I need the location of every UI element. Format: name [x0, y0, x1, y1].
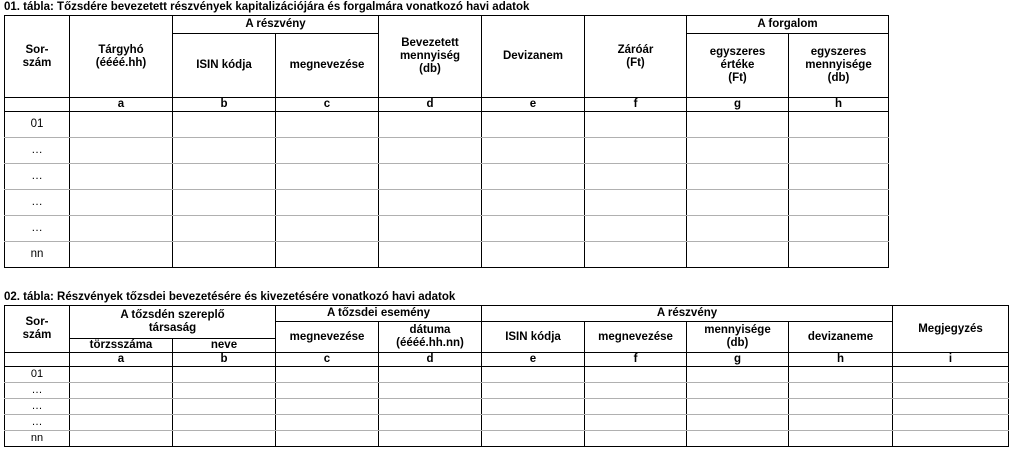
row-number: nn: [5, 431, 70, 447]
cell[interactable]: [585, 164, 687, 190]
header-reszveny-group: A részvény: [482, 306, 893, 322]
cell[interactable]: [687, 112, 789, 138]
table-row: [5, 190, 889, 216]
cell[interactable]: [70, 190, 173, 216]
table-row: [5, 112, 889, 138]
row-number: …: [5, 164, 70, 190]
cell[interactable]: [482, 415, 585, 431]
cell[interactable]: [789, 112, 889, 138]
row-number: …: [5, 216, 70, 242]
header-forgalom-group: A forgalom: [687, 16, 889, 34]
table-row: [5, 138, 889, 164]
cell[interactable]: [173, 383, 276, 399]
table-row: [5, 216, 889, 242]
cell[interactable]: [789, 415, 893, 431]
cell[interactable]: [276, 216, 379, 242]
cell[interactable]: [789, 367, 893, 383]
row-number: …: [5, 190, 70, 216]
column-letter: d: [379, 353, 482, 367]
cell[interactable]: [789, 216, 889, 242]
cell[interactable]: [379, 431, 482, 447]
header-egyszeres-menny: egyszeres mennyisége (db): [789, 34, 889, 98]
header-esemeny-group: A tőzsdei esemény: [276, 306, 482, 322]
cell[interactable]: [173, 367, 276, 383]
column-letter: g: [687, 353, 789, 367]
cell[interactable]: [173, 190, 276, 216]
cell[interactable]: [70, 216, 173, 242]
header-egyszeres-ertek: egyszeres értéke (Ft): [687, 34, 789, 98]
row-number: …: [5, 415, 70, 431]
cell[interactable]: [687, 190, 789, 216]
table1: [4, 15, 889, 268]
cell[interactable]: [379, 242, 482, 268]
cell[interactable]: [70, 383, 173, 399]
cell[interactable]: [70, 138, 173, 164]
column-letter: a: [70, 353, 173, 367]
table-row: [5, 399, 1009, 415]
header-devizanem: Devizanem: [482, 16, 585, 98]
cell[interactable]: [585, 367, 687, 383]
cell[interactable]: [70, 415, 173, 431]
cell[interactable]: [585, 216, 687, 242]
table2: [4, 305, 1009, 447]
header-megnevezese: megnevezése: [276, 34, 379, 98]
cell[interactable]: [70, 431, 173, 447]
cell[interactable]: [379, 399, 482, 415]
cell[interactable]: [789, 399, 893, 415]
table-row: [5, 242, 889, 268]
cell[interactable]: [173, 242, 276, 268]
header-esemeny-megnevezese: megnevezése: [276, 322, 379, 353]
column-letter: d: [379, 98, 482, 112]
header-isin: ISIN kódja: [173, 34, 276, 98]
cell[interactable]: [276, 242, 379, 268]
column-letter: e: [482, 98, 585, 112]
column-letter: h: [789, 353, 893, 367]
cell[interactable]: [70, 367, 173, 383]
header-torzsszama: törzsszáma: [70, 339, 173, 353]
cell[interactable]: [379, 383, 482, 399]
column-letter: c: [276, 98, 379, 112]
cell[interactable]: [482, 164, 585, 190]
letter-blank: [5, 98, 70, 112]
cell[interactable]: [276, 399, 379, 415]
cell[interactable]: [70, 112, 173, 138]
cell[interactable]: [482, 216, 585, 242]
cell[interactable]: [789, 383, 893, 399]
cell[interactable]: [893, 367, 1009, 383]
cell[interactable]: [687, 367, 789, 383]
cell[interactable]: [379, 190, 482, 216]
header-tarsasag-group: A tőzsdén szereplő társaság: [70, 306, 276, 339]
header-neve: neve: [173, 339, 276, 353]
header-zaroar: Záróár (Ft): [585, 16, 687, 98]
table1-title: 01. tábla: Tőzsdére bevezetett részvények kapitalizációjára és forgalmára vonatkozó havi adatok: [4, 1, 530, 13]
cell[interactable]: [585, 399, 687, 415]
table2-title: 02. tábla: Részvények tőzsdei bevezetésére és kivezetésére vonatkozó havi adatok: [4, 291, 456, 303]
cell[interactable]: [789, 138, 889, 164]
row-number: …: [5, 138, 70, 164]
table-row: [5, 367, 1009, 383]
cell[interactable]: [585, 190, 687, 216]
cell[interactable]: [585, 415, 687, 431]
column-letter: b: [173, 98, 276, 112]
cell[interactable]: [173, 216, 276, 242]
cell[interactable]: [482, 383, 585, 399]
cell[interactable]: [276, 164, 379, 190]
cell[interactable]: [379, 112, 482, 138]
cell[interactable]: [687, 242, 789, 268]
header-targyho: Tárgyhó (éééé.hh): [70, 16, 173, 98]
cell[interactable]: [687, 216, 789, 242]
column-letter: b: [173, 353, 276, 367]
cell[interactable]: [482, 190, 585, 216]
cell[interactable]: [789, 431, 893, 447]
row-number: 01: [5, 367, 70, 383]
table-row: [5, 383, 1009, 399]
cell[interactable]: [173, 415, 276, 431]
cell[interactable]: [276, 431, 379, 447]
cell[interactable]: [276, 367, 379, 383]
column-letter: f: [585, 98, 687, 112]
cell[interactable]: [687, 383, 789, 399]
header-mennyisege: mennyisége (db): [687, 322, 789, 353]
cell[interactable]: [173, 138, 276, 164]
header-datuma: dátuma (éééé.hh.nn): [379, 322, 482, 353]
column-letter: g: [687, 98, 789, 112]
cell[interactable]: [70, 399, 173, 415]
cell[interactable]: [585, 112, 687, 138]
cell[interactable]: [70, 164, 173, 190]
cell[interactable]: [276, 383, 379, 399]
header-megjegyzes: Megjegyzés: [893, 306, 1009, 353]
table-row: [5, 431, 1009, 447]
cell[interactable]: [70, 242, 173, 268]
cell[interactable]: [276, 415, 379, 431]
header-megnevezese: megnevezése: [585, 322, 687, 353]
cell[interactable]: [379, 164, 482, 190]
column-letter: c: [276, 353, 379, 367]
row-number: …: [5, 399, 70, 415]
cell[interactable]: [276, 190, 379, 216]
cell[interactable]: [482, 399, 585, 415]
cell[interactable]: [482, 242, 585, 268]
header-bevezetett: Bevezetett mennyiség (db): [379, 16, 482, 98]
cell[interactable]: [789, 164, 889, 190]
cell[interactable]: [379, 367, 482, 383]
header-sorszam: Sor- szám: [5, 16, 70, 98]
cell[interactable]: [585, 431, 687, 447]
header-sorszam: Sor- szám: [5, 306, 70, 353]
table-row: [5, 415, 1009, 431]
cell[interactable]: [173, 431, 276, 447]
cell[interactable]: [893, 415, 1009, 431]
cell[interactable]: [173, 399, 276, 415]
row-number: nn: [5, 242, 70, 268]
row-number: 01: [5, 112, 70, 138]
cell[interactable]: [379, 216, 482, 242]
cell[interactable]: [173, 112, 276, 138]
cell[interactable]: [482, 431, 585, 447]
cell[interactable]: [893, 431, 1009, 447]
header-isin: ISIN kódja: [482, 322, 585, 353]
cell[interactable]: [687, 164, 789, 190]
cell[interactable]: [585, 383, 687, 399]
cell[interactable]: [893, 383, 1009, 399]
column-letter: e: [482, 353, 585, 367]
cell[interactable]: [379, 415, 482, 431]
cell[interactable]: [482, 138, 585, 164]
cell[interactable]: [276, 138, 379, 164]
cell[interactable]: [687, 138, 789, 164]
cell[interactable]: [482, 367, 585, 383]
header-reszveny-group: A részvény: [173, 16, 379, 34]
cell[interactable]: [687, 431, 789, 447]
cell[interactable]: [789, 242, 889, 268]
cell[interactable]: [585, 138, 687, 164]
letter-blank: [5, 353, 70, 367]
cell[interactable]: [687, 399, 789, 415]
column-letter: f: [585, 353, 687, 367]
cell[interactable]: [173, 164, 276, 190]
cell[interactable]: [687, 415, 789, 431]
column-letter: i: [893, 353, 1009, 367]
cell[interactable]: [276, 112, 379, 138]
cell[interactable]: [482, 112, 585, 138]
cell[interactable]: [789, 190, 889, 216]
cell[interactable]: [893, 399, 1009, 415]
column-letter: a: [70, 98, 173, 112]
column-letter: h: [789, 98, 889, 112]
header-devizaneme: devizaneme: [789, 322, 893, 353]
row-number: …: [5, 383, 70, 399]
cell[interactable]: [379, 138, 482, 164]
table-row: [5, 164, 889, 190]
cell[interactable]: [585, 242, 687, 268]
